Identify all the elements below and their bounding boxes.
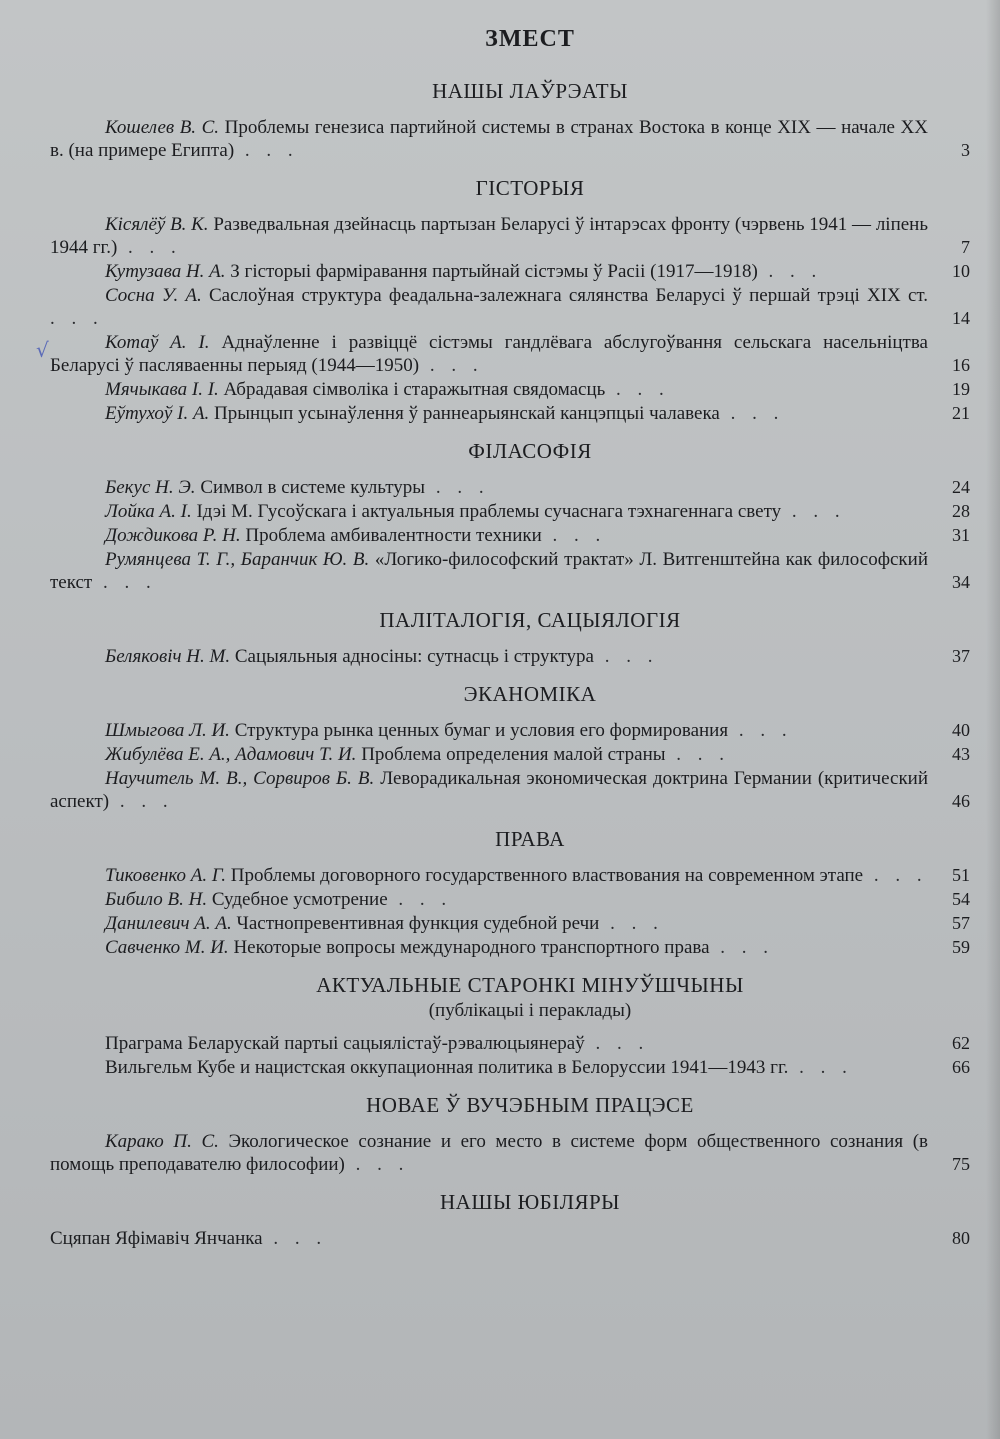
entry-author: Котаў А. І. <box>105 332 210 353</box>
entry-page-number: 40 <box>952 720 970 740</box>
section-heading: НАШЫ ЮБІЛЯРЫ <box>440 1190 620 1214</box>
entry-page-number: 59 <box>952 937 970 957</box>
entry-title: Частнопревентивная функция судебной речи <box>236 913 600 934</box>
entry-page-number: 24 <box>952 477 970 497</box>
toc-entry <box>50 864 980 887</box>
entry-title: Проблемы генезиса партийной системы в странах Востока в конце XIX — начале XX в. (на примере Египта) <box>50 117 928 161</box>
entry-title: Сцяпан Яфімавіч Янчанка <box>50 1228 263 1249</box>
entry-page-number: 3 <box>961 140 970 160</box>
entry-text-block <box>50 888 928 911</box>
toc-entry <box>50 500 980 523</box>
entry-page-number: 62 <box>952 1033 970 1053</box>
entry-page-number: 54 <box>952 889 970 909</box>
entry-title: Леворадикальная экономическая доктрина Германии (критический аспект) <box>50 768 929 812</box>
section-heading: ПАЛІТАЛОГІЯ, САЦЫЯЛОГІЯ <box>379 608 681 632</box>
entry-title: Экологическое сознание и его место в системе форм общественного сознания (в помощь преподавателю философии) <box>50 1131 928 1175</box>
entry-title: Проблемы договорного государственного властвования на современном этапе <box>230 865 864 886</box>
section-heading: ЭКАНОМІКА <box>463 682 597 706</box>
toc-section <box>50 176 980 425</box>
toc-entry <box>50 116 980 162</box>
entry-text-block <box>50 1032 928 1055</box>
entry-author: Карако П. С. <box>105 1131 219 1152</box>
entry-page-number: 80 <box>952 1228 970 1248</box>
leader-dots: . . . <box>665 744 731 765</box>
entry-page-number: 14 <box>952 308 970 328</box>
leader-dots: . . . <box>593 646 659 667</box>
entry-author: Тиковенко А. Г. <box>105 865 227 886</box>
entry-title: Праграма Беларускай партыі сацыялістаў-рэвалюцыянераў <box>105 1033 585 1054</box>
entry-text-block <box>50 645 928 668</box>
toc-entry <box>50 1032 980 1055</box>
leader-dots: . . . <box>863 865 928 886</box>
leader-dots: . . . <box>419 355 484 376</box>
entry-text-block <box>50 378 928 401</box>
entry-title: Сацыяльныя адносіны: сутнасць і структура <box>234 646 594 667</box>
entry-author: Кошелев В. С. <box>105 117 220 138</box>
entry-author: Шмыгова Л. И. <box>105 720 230 741</box>
entry-title: Ідэі М. Гусоўскага і актуальныя праблемы сучаснага тэхнагеннага свету <box>196 501 782 522</box>
toc-entry <box>50 936 980 959</box>
toc-section <box>50 1190 980 1250</box>
leader-dots: . . . <box>109 791 174 812</box>
entry-page-number: 10 <box>952 261 970 281</box>
entry-page-number: 28 <box>952 501 970 521</box>
toc-entry <box>50 548 980 594</box>
entry-text-block <box>50 719 928 742</box>
toc-entry <box>50 331 980 377</box>
entry-title: Вильгельм Кубе и нацистская оккупационная политика в Белоруссии 1941—1943 гг. <box>105 1057 789 1078</box>
page-title: ЗМЕСТ <box>485 26 575 52</box>
toc-entry <box>50 888 980 911</box>
section-heading: ФІЛАСОФІЯ <box>468 439 592 463</box>
entry-page-number: 46 <box>952 791 970 811</box>
section-heading: НОВАЕ Ў ВУЧЭБНЫМ ПРАЦЭСЕ <box>366 1093 694 1117</box>
leader-dots: . . . <box>117 237 182 258</box>
leader-dots: . . . <box>605 379 670 400</box>
section-subheading: (публікацыі і пераклады) <box>428 1000 632 1021</box>
entry-page-number: 57 <box>952 913 970 933</box>
leader-dots: . . . <box>541 525 607 546</box>
entry-author: Жибулёва Е. А., Адамович Т. И. <box>105 744 357 765</box>
entry-text-block <box>50 402 928 425</box>
leader-dots: . . . <box>344 1154 410 1175</box>
entry-title: Проблема определения малой страны <box>361 744 666 765</box>
entry-page-number: 21 <box>952 403 970 423</box>
toc-section <box>50 827 980 959</box>
toc-entry <box>50 719 980 742</box>
toc-entry <box>50 645 980 668</box>
toc-entry <box>50 1227 980 1250</box>
leader-dots: . . . <box>709 937 775 958</box>
leader-dots: . . . <box>234 140 299 161</box>
toc-section <box>50 79 980 162</box>
entry-author: Дождикова Р. Н. <box>105 525 241 546</box>
entry-author: Еўтухоў І. А. <box>105 403 210 424</box>
toc-entry <box>50 402 980 425</box>
toc-entry <box>50 767 980 813</box>
entry-text-block <box>50 1130 928 1176</box>
entry-author: Мячыкава І. І. <box>105 379 219 400</box>
entry-author: Бекус Н. Э. <box>105 477 196 498</box>
toc-section <box>50 1093 980 1176</box>
entry-text-block <box>50 767 928 813</box>
leader-dots: . . . <box>757 261 823 282</box>
entry-page-number: 37 <box>952 646 970 666</box>
leader-dots: . . . <box>92 572 157 593</box>
toc-entry <box>50 743 980 766</box>
entry-page-number: 75 <box>952 1154 970 1174</box>
entry-text-block <box>50 912 928 935</box>
entry-text-block <box>50 116 928 162</box>
toc-section <box>50 608 980 668</box>
leader-dots: . . . <box>425 477 490 498</box>
section-heading: АКТУАЛЬНЫЕ СТАРОНКІ МІНУЎШЧЫНЫ <box>316 973 744 997</box>
entry-page-number: 16 <box>952 355 970 375</box>
entry-author: Бибило В. Н. <box>105 889 208 910</box>
entry-page-number: 34 <box>952 572 970 592</box>
entry-text-block <box>50 1227 928 1250</box>
page-shadow <box>986 0 1000 1439</box>
toc-entry <box>50 912 980 935</box>
entry-text-block <box>50 864 928 887</box>
leader-dots: . . . <box>788 1057 853 1078</box>
entry-author: Румянцева Т. Г., Баранчик Ю. В. <box>105 549 370 570</box>
entry-page-number: 66 <box>952 1057 970 1077</box>
entry-author: Беляковіч Н. М. <box>105 646 231 667</box>
entry-text-block <box>50 743 928 766</box>
entry-text-block <box>50 476 928 499</box>
leader-dots: . . . <box>50 308 104 329</box>
toc-section <box>50 439 980 594</box>
entry-text-block <box>50 260 928 283</box>
leader-dots: . . . <box>781 501 846 522</box>
toc-entry <box>50 260 980 283</box>
toc-entry <box>50 378 980 401</box>
entry-title: Прынцып усынаўлення ў раннеарыянскай канцэпцыі чалавека <box>214 403 720 424</box>
entry-text-block <box>50 548 928 594</box>
entry-title: «Логико-философский трактат» Л. Витгенштейна как философский текст <box>50 549 929 593</box>
entry-title: Судебное усмотрение <box>211 889 388 910</box>
entry-title: Структура рынка ценных бумаг и условия его формирования <box>234 720 729 741</box>
entry-author: Лойка А. І. <box>105 501 192 522</box>
entry-title: Саслоўная структура феадальна-залежнага сялянства Беларусі ў першай трэці XIX ст. <box>208 285 928 306</box>
entry-author: Сосна У. А. <box>105 285 202 306</box>
entry-text-block <box>50 500 928 523</box>
toc-entry <box>50 476 980 499</box>
entry-title: Символ в системе культуры <box>200 477 426 498</box>
entry-text-block <box>50 1056 928 1079</box>
leader-dots: . . . <box>728 720 793 741</box>
toc-entry <box>50 213 980 259</box>
toc-entry <box>50 284 980 330</box>
leader-dots: . . . <box>599 913 664 934</box>
entry-author: Кісялёў В. К. <box>105 214 209 235</box>
entry-title: Аднаўленне і развіццё сістэмы гандлёвага абслугоўвання сельскага насельніцтва Беларусі ў пасляваенны перыяд (1944—1950) <box>50 332 928 376</box>
section-heading: ГІСТОРЫЯ <box>475 176 585 200</box>
pencil-check-mark: √ <box>36 338 49 362</box>
entry-text-block <box>50 213 928 259</box>
entry-author: Данилевич А. А. <box>105 913 232 934</box>
entry-page-number: 43 <box>952 744 970 764</box>
section-heading: ПРАВА <box>495 827 565 851</box>
entry-page-number: 31 <box>952 525 970 545</box>
toc-section <box>50 682 980 813</box>
toc-entry <box>50 1056 980 1079</box>
entry-text-block <box>50 284 928 330</box>
entry-author: Научитель М. В., Сорвиров Б. В. <box>105 768 375 789</box>
leader-dots: . . . <box>719 403 785 424</box>
leader-dots: . . . <box>262 1228 328 1249</box>
entry-page-number: 51 <box>952 865 970 885</box>
entry-author: Савченко М. И. <box>105 937 229 958</box>
entry-text-block <box>50 524 928 547</box>
table-of-contents <box>50 79 980 1250</box>
entry-text-block <box>50 331 928 377</box>
entry-title: Некоторые вопросы международного транспортного права <box>233 937 710 958</box>
entry-title: Разведвальная дзейнасць партызан Беларусі ў інтарэсах фронту (чэрвень 1941 — ліпень 1944 гг.) <box>50 214 929 258</box>
section-heading: НАШЫ ЛАЎРЭАТЫ <box>432 79 628 103</box>
entry-page-number: 7 <box>961 237 970 257</box>
leader-dots: . . . <box>387 889 453 910</box>
entry-title: Абрадавая сімволіка і старажытная свядомасць <box>223 379 606 400</box>
toc-entry <box>50 524 980 547</box>
entry-page-number: 19 <box>952 379 970 399</box>
entry-text-block <box>50 936 928 959</box>
leader-dots: . . . <box>584 1033 650 1054</box>
toc-section <box>50 973 980 1079</box>
entry-title: Проблема амбивалентности техники <box>245 525 542 546</box>
entry-title: З гісторыі фарміравання партыйнай сістэмы ў Расіі (1917—1918) <box>230 261 758 282</box>
toc-entry <box>50 1130 980 1176</box>
entry-author: Кутузава Н. А. <box>105 261 226 282</box>
